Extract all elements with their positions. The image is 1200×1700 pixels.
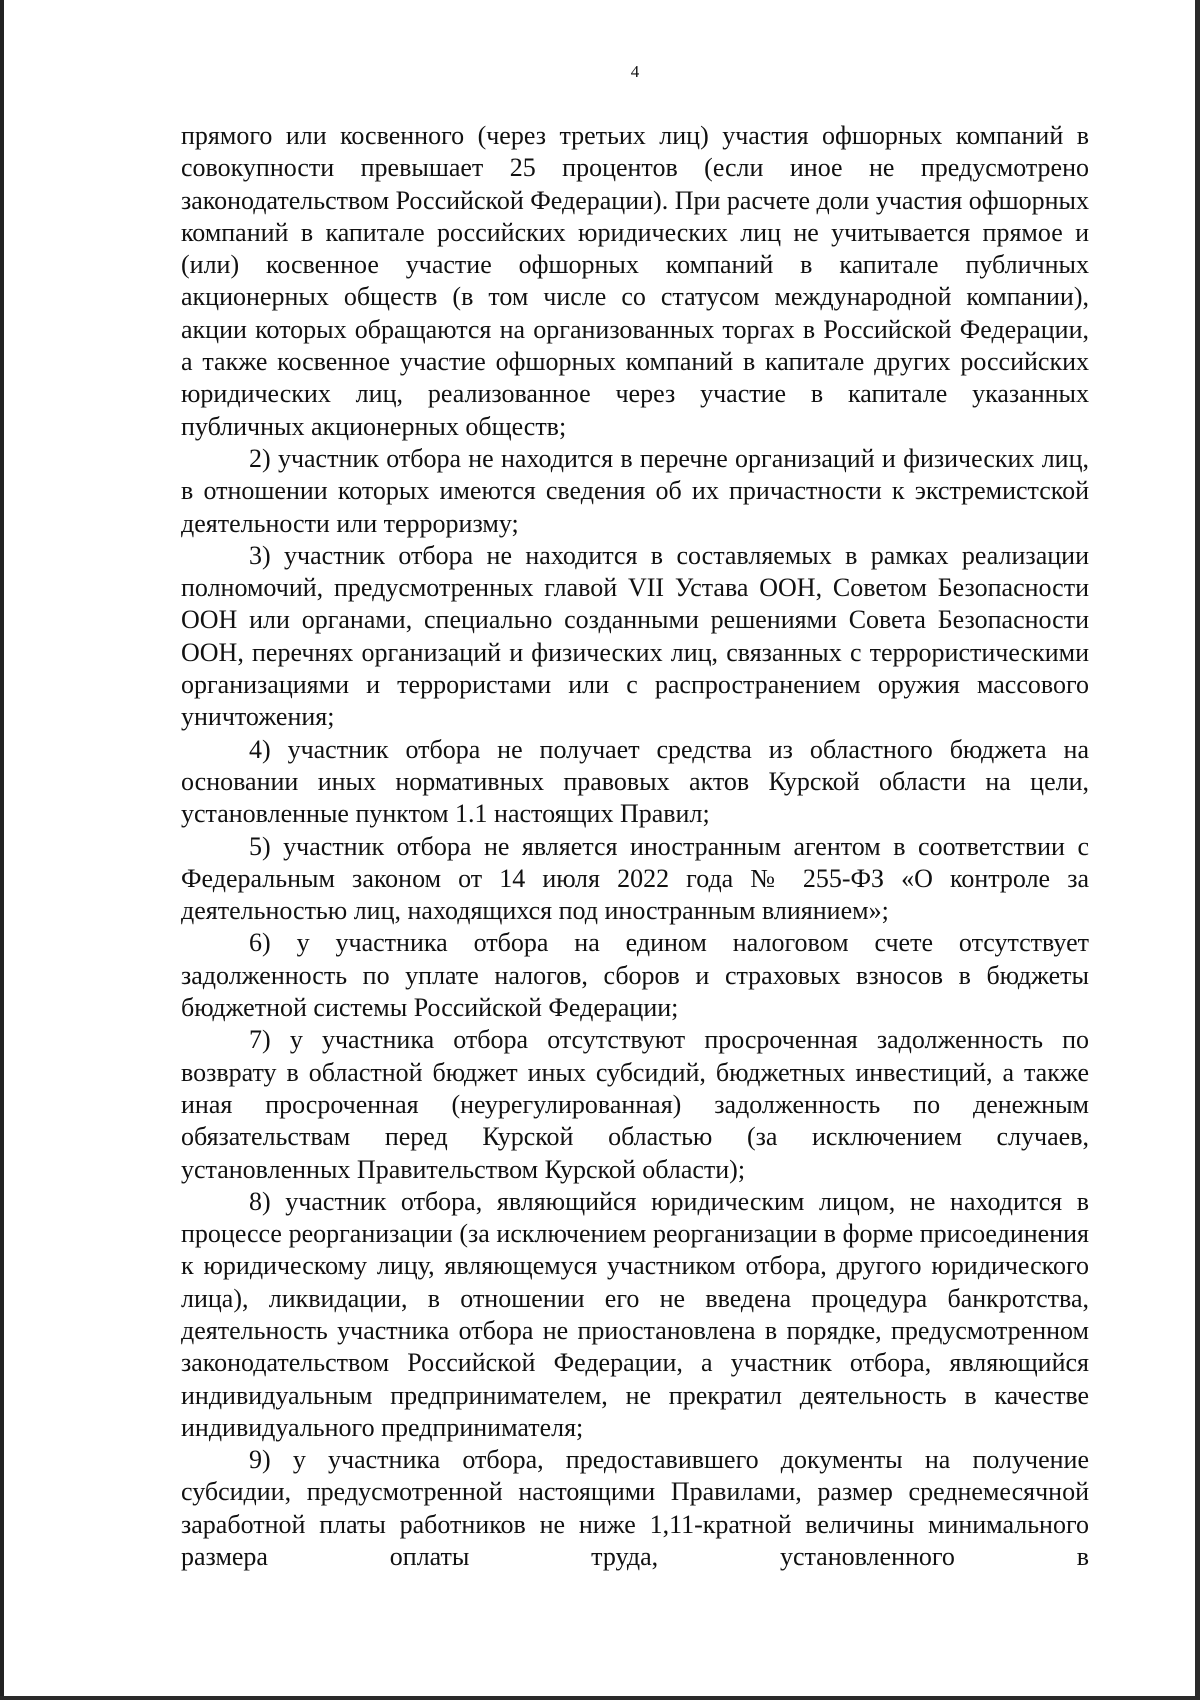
paragraph-item-3: 3) участник отбора не находится в составляемых в рамках реализации полномочий, предусмотренных главой VII Устава ООН, Советом Безопасности ООН или органами, специально созданными решениями Совета Безопасности ООН, перечнях организаций и физических лиц, связанных с террористическими организациями и террористами или с распространением оружия массового уничтожения; bbox=[181, 540, 1089, 732]
paragraph-item-9: 9) у участника отбора, предоставившего документы на получение субсидии, предусмотренной настоящими Правилами, размер среднемесячной заработной платы работников не ниже 1,11-кратной величины минимального размера оплаты труда, установленного в bbox=[181, 1445, 1089, 1572]
scan-edge-left bbox=[0, 0, 4, 1700]
paragraph-continuation: прямого или косвенного (через третьих лиц) участия офшорных компаний в совокупности превышает 25 процентов (если иное не предусмотрено законодательством Российской Федерации). При расчете доли участия офшорных компаний в капитале российских юридических лиц не учитывается прямое и (или) косвенное участие офшорных компаний в капитале публичных акционерных обществ (в том числе со статусом международной компании), акции которых обращаются на организованных торгах в Российской Федерации, а также косвенное участие офшорных компаний в капитале других российских юридических лиц, реализованное через участие в капитале указанных публичных акционерных обществ; bbox=[181, 121, 1089, 441]
page-number: 4 bbox=[630, 62, 640, 81]
document-body bbox=[181, 120, 1089, 1573]
paragraph-item-8: 8) участник отбора, являющийся юридическим лицом, не находится в процессе реорганизации (за исключением реорганизации в форме присоединения к юридическому лицу, являющемуся участником отбора, другого юридического лица), ликвидации, в отношении его не введена процедура банкротства, деятельность участника отбора не приостановлена в порядке, предусмотренном законодательством Российской Федерации, а участник отбора, являющийся индивидуальным предпринимателем, не прекратил деятельность в качестве индивидуального предпринимателя; bbox=[181, 1186, 1089, 1442]
paragraph-item-6: 6) у участника отбора на едином налоговом счете отсутствует задолженность по уплате налогов, сборов и страховых взносов в бюджеты бюджетной системы Российской Федерации; bbox=[181, 928, 1089, 1023]
paragraph-item-7: 7) у участника отбора отсутствуют просроченная задолженность по возврату в областной бюджет иных субсидий, бюджетных инвестиций, а также иная просроченная (неурегулированная) задолженность по денежным обязательствам перед Курской областью (за исключением случаев, установленных Правительством Курской области); bbox=[181, 1025, 1089, 1184]
paragraph-item-5: 5) участник отбора не является иностранным агентом в соответствии с Федеральным законом от 14 июля 2022 года № 255-ФЗ «О контроле за деятельностью лиц, находящихся под иностранным влиянием»; bbox=[181, 831, 1089, 926]
scan-edge-right bbox=[1195, 0, 1200, 1700]
paragraph-item-2: 2) участник отбора не находится в перечне организаций и физических лиц, в отношении которых имеются сведения об их причастности к экстремистской деятельности или терроризму; bbox=[181, 443, 1089, 538]
scan-edge-bottom bbox=[0, 1696, 1200, 1700]
paragraph-item-4: 4) участник отбора не получает средства из областного бюджета на основании иных нормативных правовых актов Курской области на цели, установленные пунктом 1.1 настоящих Правил; bbox=[181, 734, 1089, 829]
